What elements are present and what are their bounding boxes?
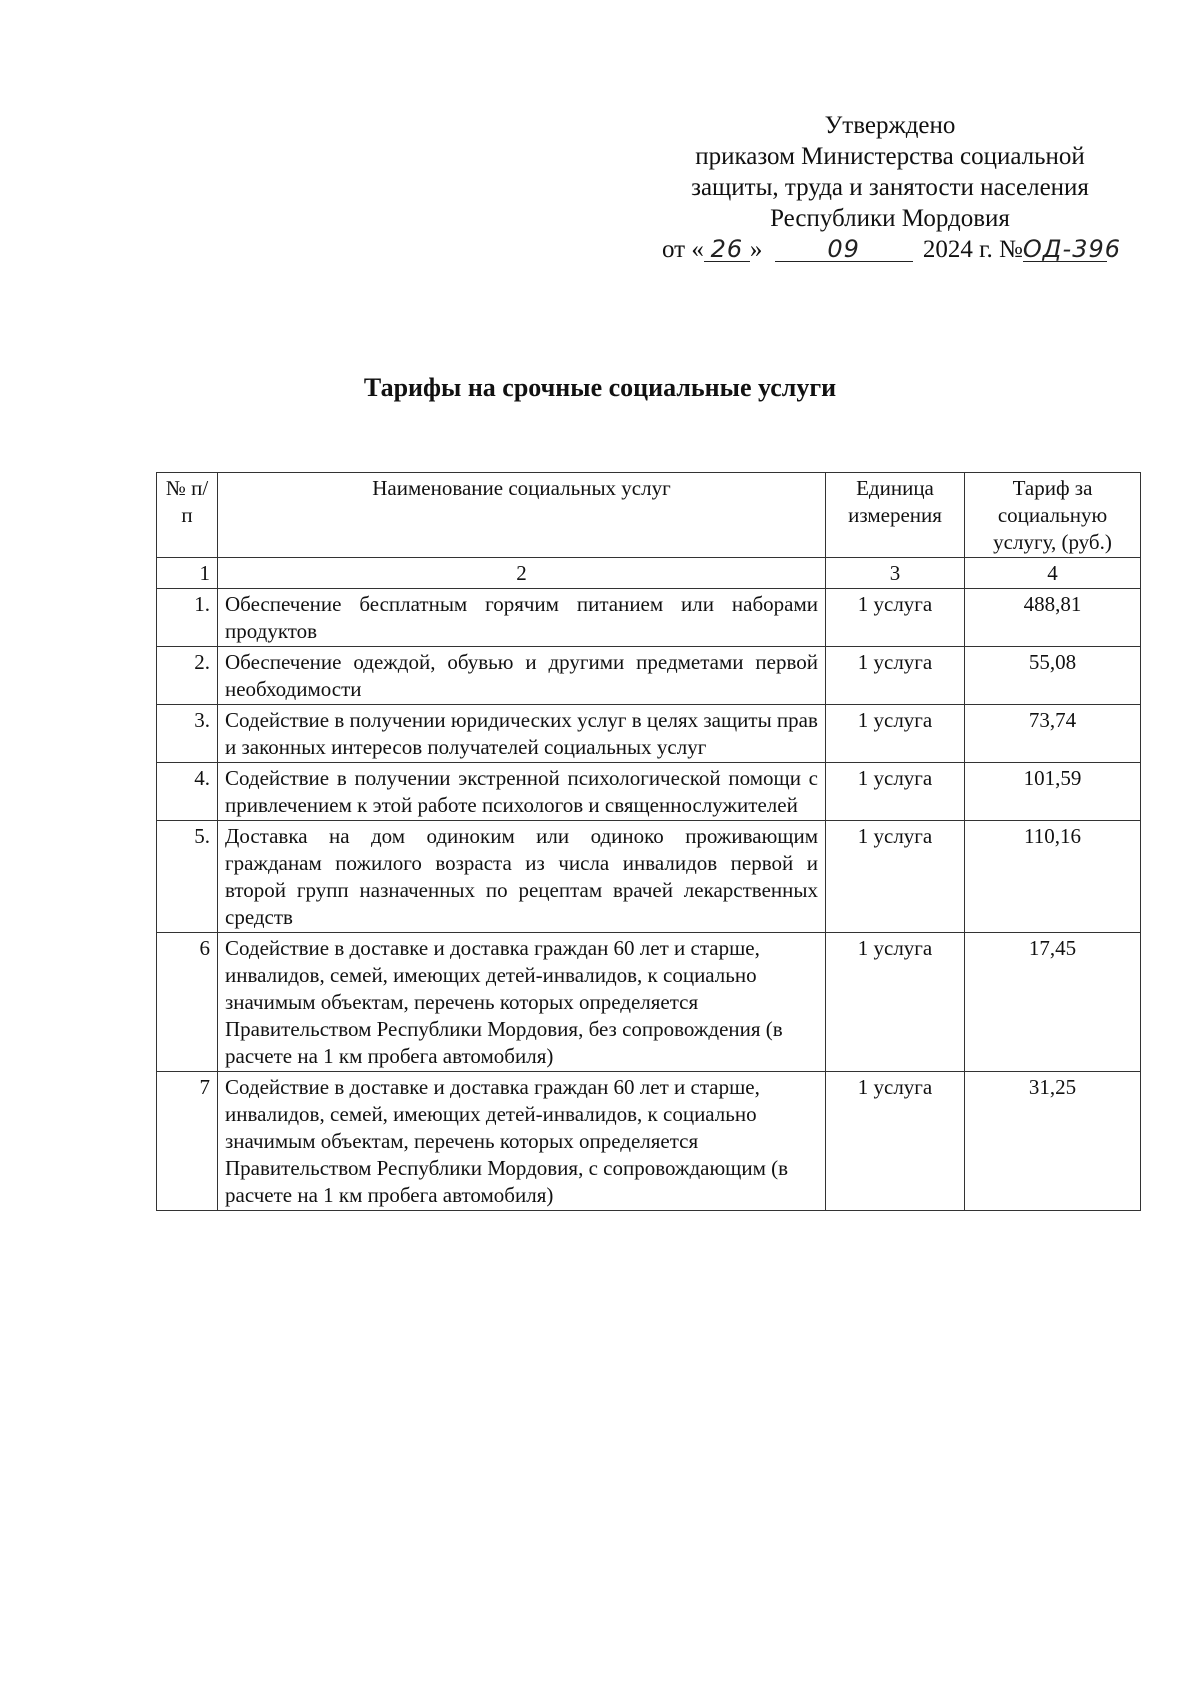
header-tariff: Тариф за социальную услугу, (руб.) xyxy=(965,473,1141,558)
date-month-handwritten: 09 xyxy=(775,237,913,262)
column-number-2: 2 xyxy=(218,558,826,589)
approval-line-2: приказом Министерства социальной xyxy=(695,143,1085,170)
service-name: Содействие в получении экстренной психологической помощи с привлечением к этой работе психологов и священнослужителей xyxy=(218,763,826,821)
row-number: 5. xyxy=(157,821,218,933)
service-name: Доставка на дом одиноким или одиноко проживающим гражданам пожилого возраста из числа инвалидов первой и второй групп назначенных по рецептам врачей лекарственных средств xyxy=(218,821,826,933)
service-unit: 1 услуга xyxy=(826,589,965,647)
service-name: Содействие в получении юридических услуг в целях защиты прав и законных интересов получателей социальных услуг xyxy=(218,705,826,763)
approval-block xyxy=(650,110,1130,265)
table-row xyxy=(157,647,1141,705)
column-number-1: 1 xyxy=(157,558,218,589)
approval-line-1: Утверждено xyxy=(824,112,956,139)
table-row xyxy=(157,763,1141,821)
approval-line-3: защиты, труда и занятости населения xyxy=(691,174,1089,201)
table-row xyxy=(157,821,1141,933)
row-number: 4. xyxy=(157,763,218,821)
date-prefix: от « xyxy=(662,236,704,263)
service-unit: 1 услуга xyxy=(826,647,965,705)
header-unit: Единица измерения xyxy=(826,473,965,558)
service-tariff: 110,16 xyxy=(965,821,1141,933)
service-name: Обеспечение одеждой, обувью и другими предметами первой необходимости xyxy=(218,647,826,705)
document-title: Тарифы на срочные социальные услуги xyxy=(363,373,837,402)
table-row xyxy=(157,705,1141,763)
column-number-4: 4 xyxy=(965,558,1141,589)
service-tariff: 488,81 xyxy=(965,589,1141,647)
service-tariff: 17,45 xyxy=(965,933,1141,1072)
row-number: 6 xyxy=(157,933,218,1072)
service-tariff: 55,08 xyxy=(965,647,1141,705)
service-name: Содействие в доставке и доставка граждан 60 лет и старше, инвалидов, семей, имеющих детей-инвалидов, к социально значимым объектам, перечень которых определяется Правительством Республики Мордовия, с сопровождающим (в расчете на 1 км пробега автомобиля) xyxy=(218,1072,826,1211)
order-number-handwritten: ОД-396 xyxy=(1022,235,1122,263)
service-unit: 1 услуга xyxy=(826,1072,965,1211)
row-number: 7 xyxy=(157,1072,218,1211)
tariffs-table xyxy=(156,472,1141,1211)
table-header-row xyxy=(157,473,1141,558)
service-tariff: 73,74 xyxy=(965,705,1141,763)
table-row xyxy=(157,589,1141,647)
column-number-3: 3 xyxy=(826,558,965,589)
row-number: 1. xyxy=(157,589,218,647)
approval-date-line xyxy=(662,234,1130,265)
date-mid: » xyxy=(749,236,763,263)
date-day-handwritten: 26 xyxy=(704,237,750,262)
table-row xyxy=(157,933,1141,1072)
header-service-name: Наименование социальных услуг xyxy=(218,473,826,558)
row-number: 3. xyxy=(157,705,218,763)
approval-line-4: Республики Мордовия xyxy=(770,205,1010,232)
service-unit: 1 услуга xyxy=(826,763,965,821)
service-tariff: 101,59 xyxy=(965,763,1141,821)
service-name: Обеспечение бесплатным горячим питанием или наборами продуктов xyxy=(218,589,826,647)
service-tariff: 31,25 xyxy=(965,1072,1141,1211)
date-year: 2024 г. № xyxy=(922,236,1023,263)
table-row xyxy=(157,1072,1141,1211)
header-number: № п/п xyxy=(157,473,218,558)
service-unit: 1 услуга xyxy=(826,705,965,763)
row-number: 2. xyxy=(157,647,218,705)
service-unit: 1 услуга xyxy=(826,933,965,1072)
service-name: Содействие в доставке и доставка граждан 60 лет и старше, инвалидов, семей, имеющих детей-инвалидов, к социально значимым объектам, перечень которых определяется Правительством Республики Мордовия, без сопровождения (в расчете на 1 км пробега автомобиля) xyxy=(218,933,826,1072)
service-unit: 1 услуга xyxy=(826,821,965,933)
column-numbers-row xyxy=(157,558,1141,589)
